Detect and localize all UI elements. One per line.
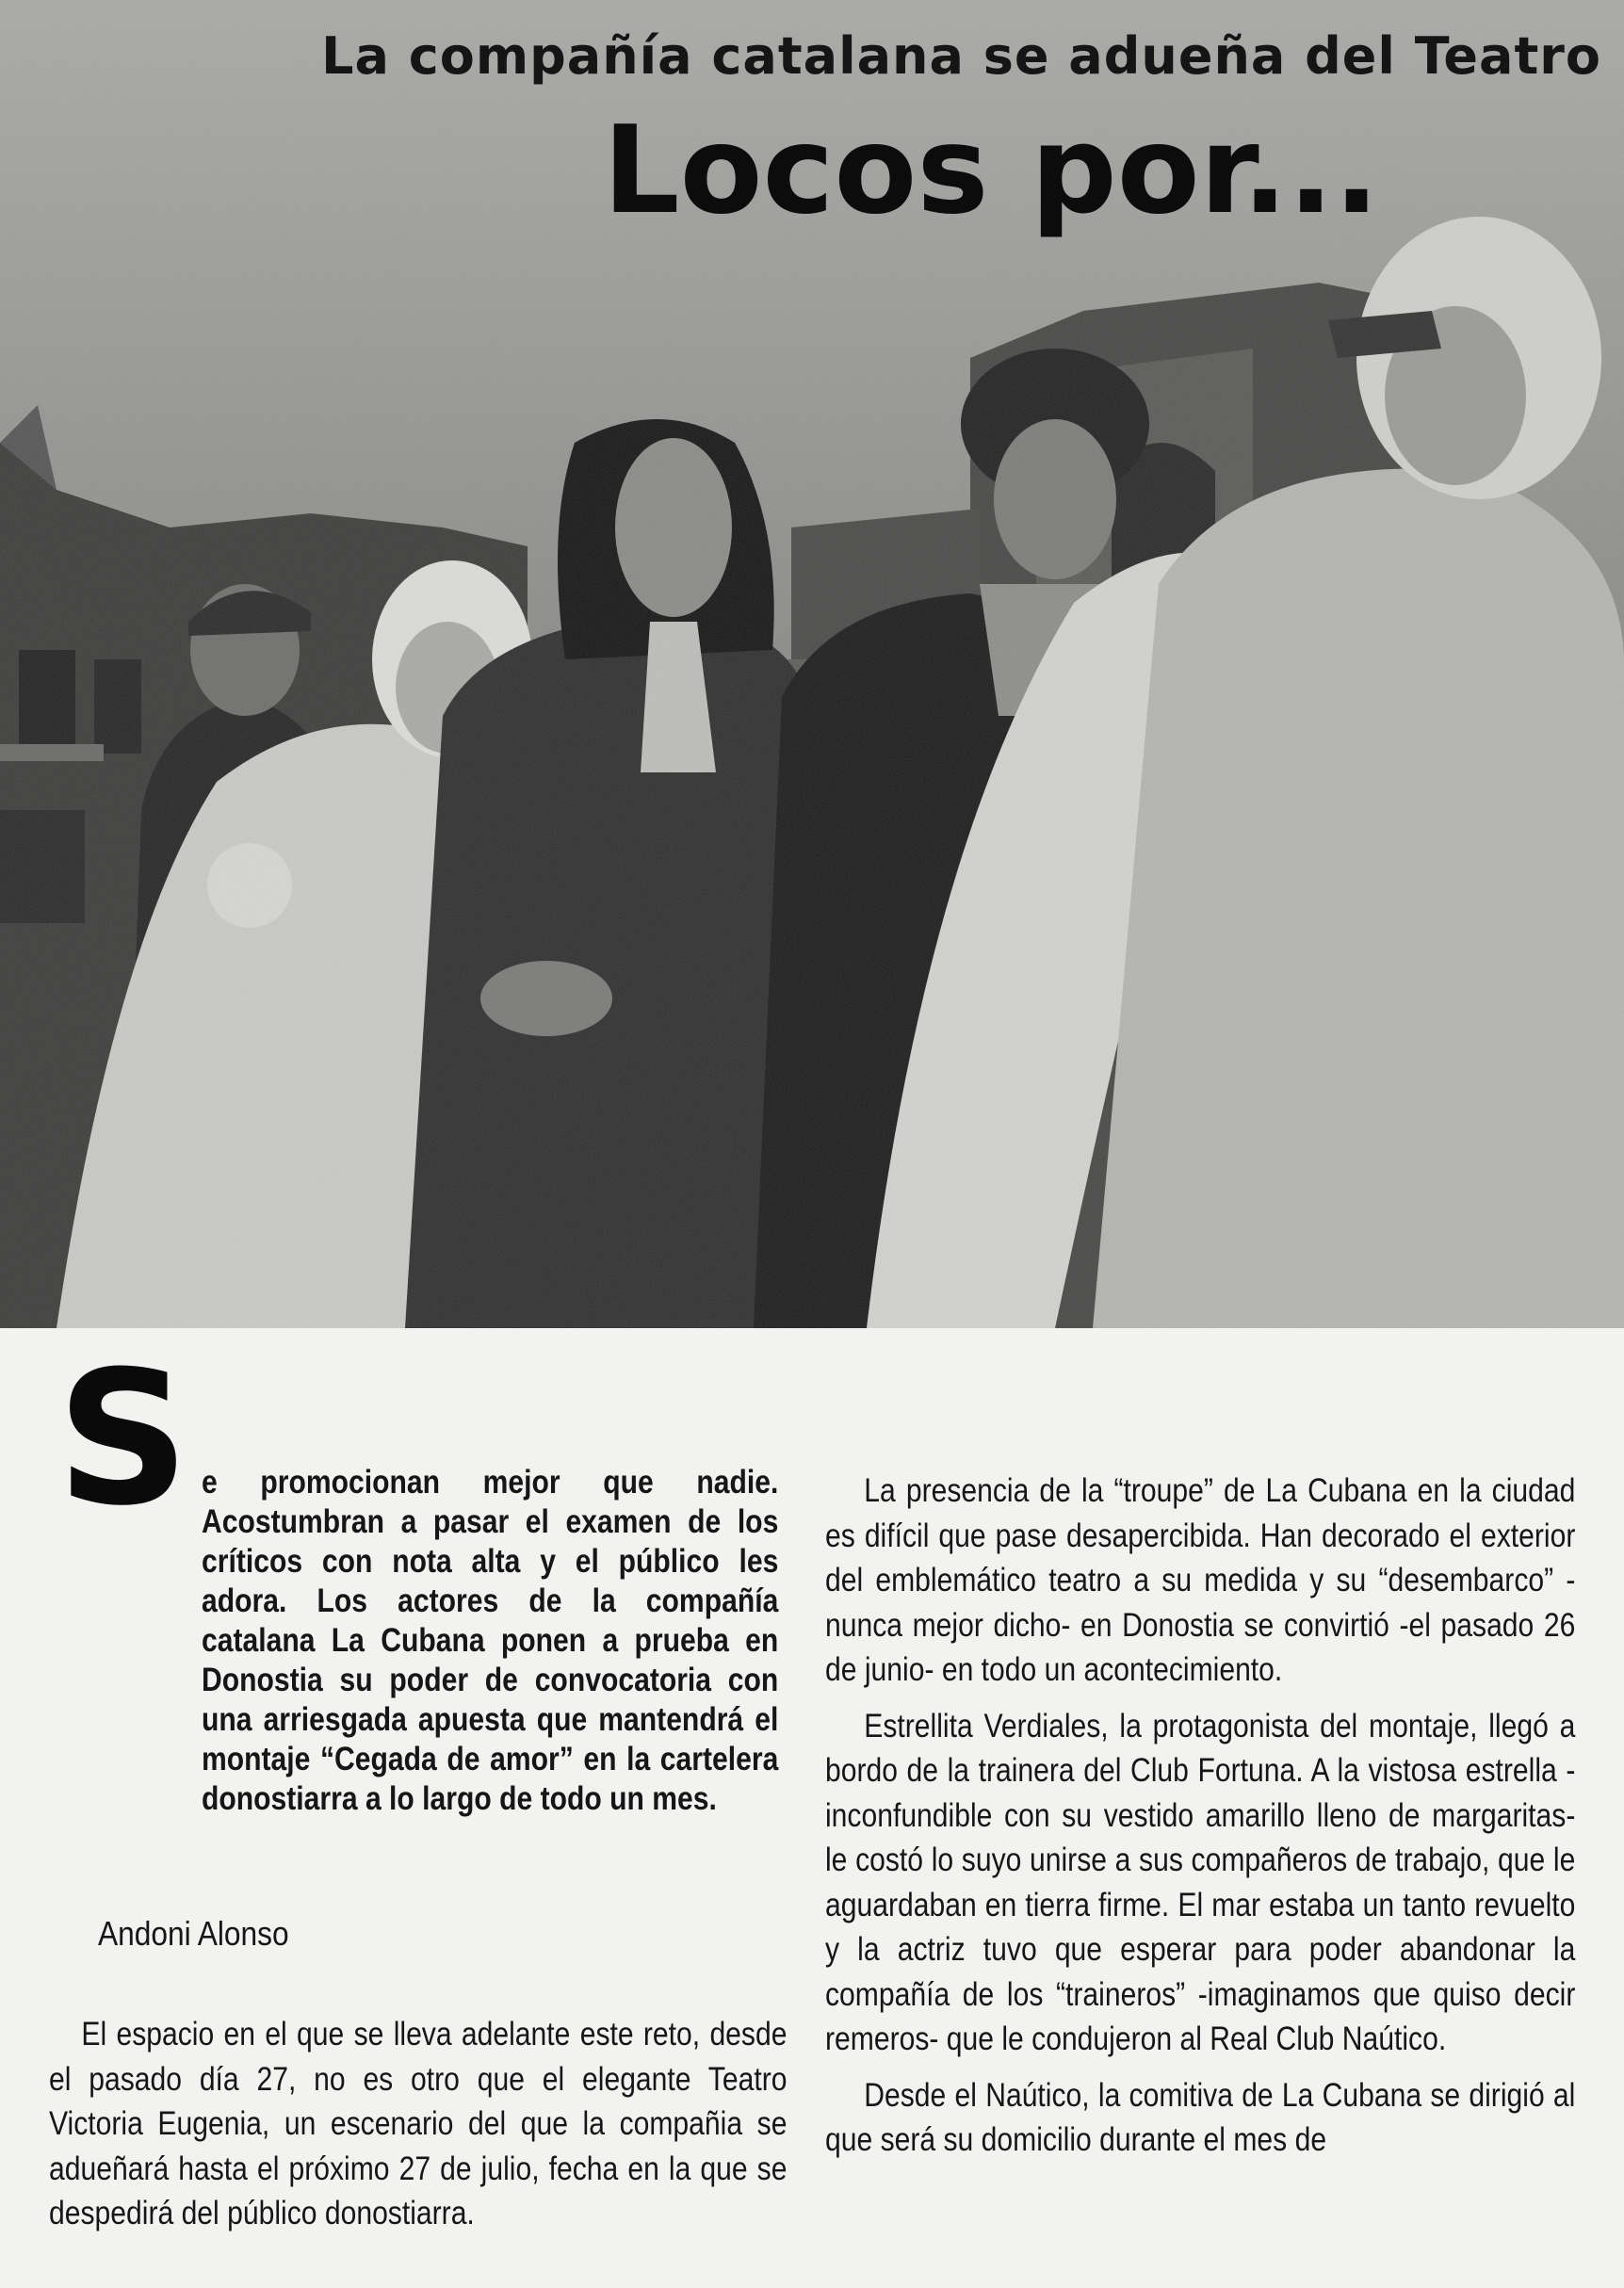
right-column <box>825 1469 1575 2163</box>
body-paragraph: Desde el Naútico, la comitiva de La Cubana se dirigió al que será su domicilio durante el mes de <box>825 2076 1576 2158</box>
byline: Andoni Alonso <box>98 1914 289 1953</box>
drop-cap: S <box>57 1332 190 1547</box>
kicker-headline: La compañía catalana se adueña del Teatro <box>321 26 1601 86</box>
body-paragraph: Estrellita Verdiales, la protagonista del montaje, llegó a bordo de la trainera del Club Fortuna. A la vistosa estrella -inconfundible con su vestido amarillo lleno de margaritas- le costó lo suyo unirse a sus compañeros de trabajo, que le aguardaban en tierra firme. El mar estaba un tanto revuelto y la actriz tuvo que esperar para poder abandonar la compañía de los “traineros” -imaginamos que quiso decir remeros- que le condujeron al Real Club Naútico. <box>825 1707 1576 2057</box>
lead-paragraph: e promocionan mejor que nadie. Acostumbran a pasar el examen de los críticos con nota alta y el público les adora. Los actores de la compañía catalana La Cubana ponen a prueba en Donostia su poder de convocatoria con una arriesgada apuesta que mantendrá el montaje “Cegada de amor” en la cartelera donostiarra a lo largo de todo un mes. <box>202 1464 779 1817</box>
body-paragraph: El espacio en el que se lleva adelante este reto, desde el pasado día 27, no es otro que el elegante Teatro Victoria Eugenia, un escenario del que la compañia se adueñará hasta el próximo 27 de julio, fecha en la que se despedirá del público donostiarra. <box>49 2016 788 2231</box>
body-paragraph: La presencia de la “troupe” de La Cubana en la ciudad es difícil que pase desapercibida. Han decorado el exterior del emblemático teatro a su medida y su “desembarco” -nunca mejor dicho- en Donostia se convirtió -el pasado 26 de junio- en todo un acontecimiento. <box>825 1472 1576 1688</box>
left-column <box>49 2012 787 2236</box>
main-headline: Locos por... <box>603 101 1380 241</box>
